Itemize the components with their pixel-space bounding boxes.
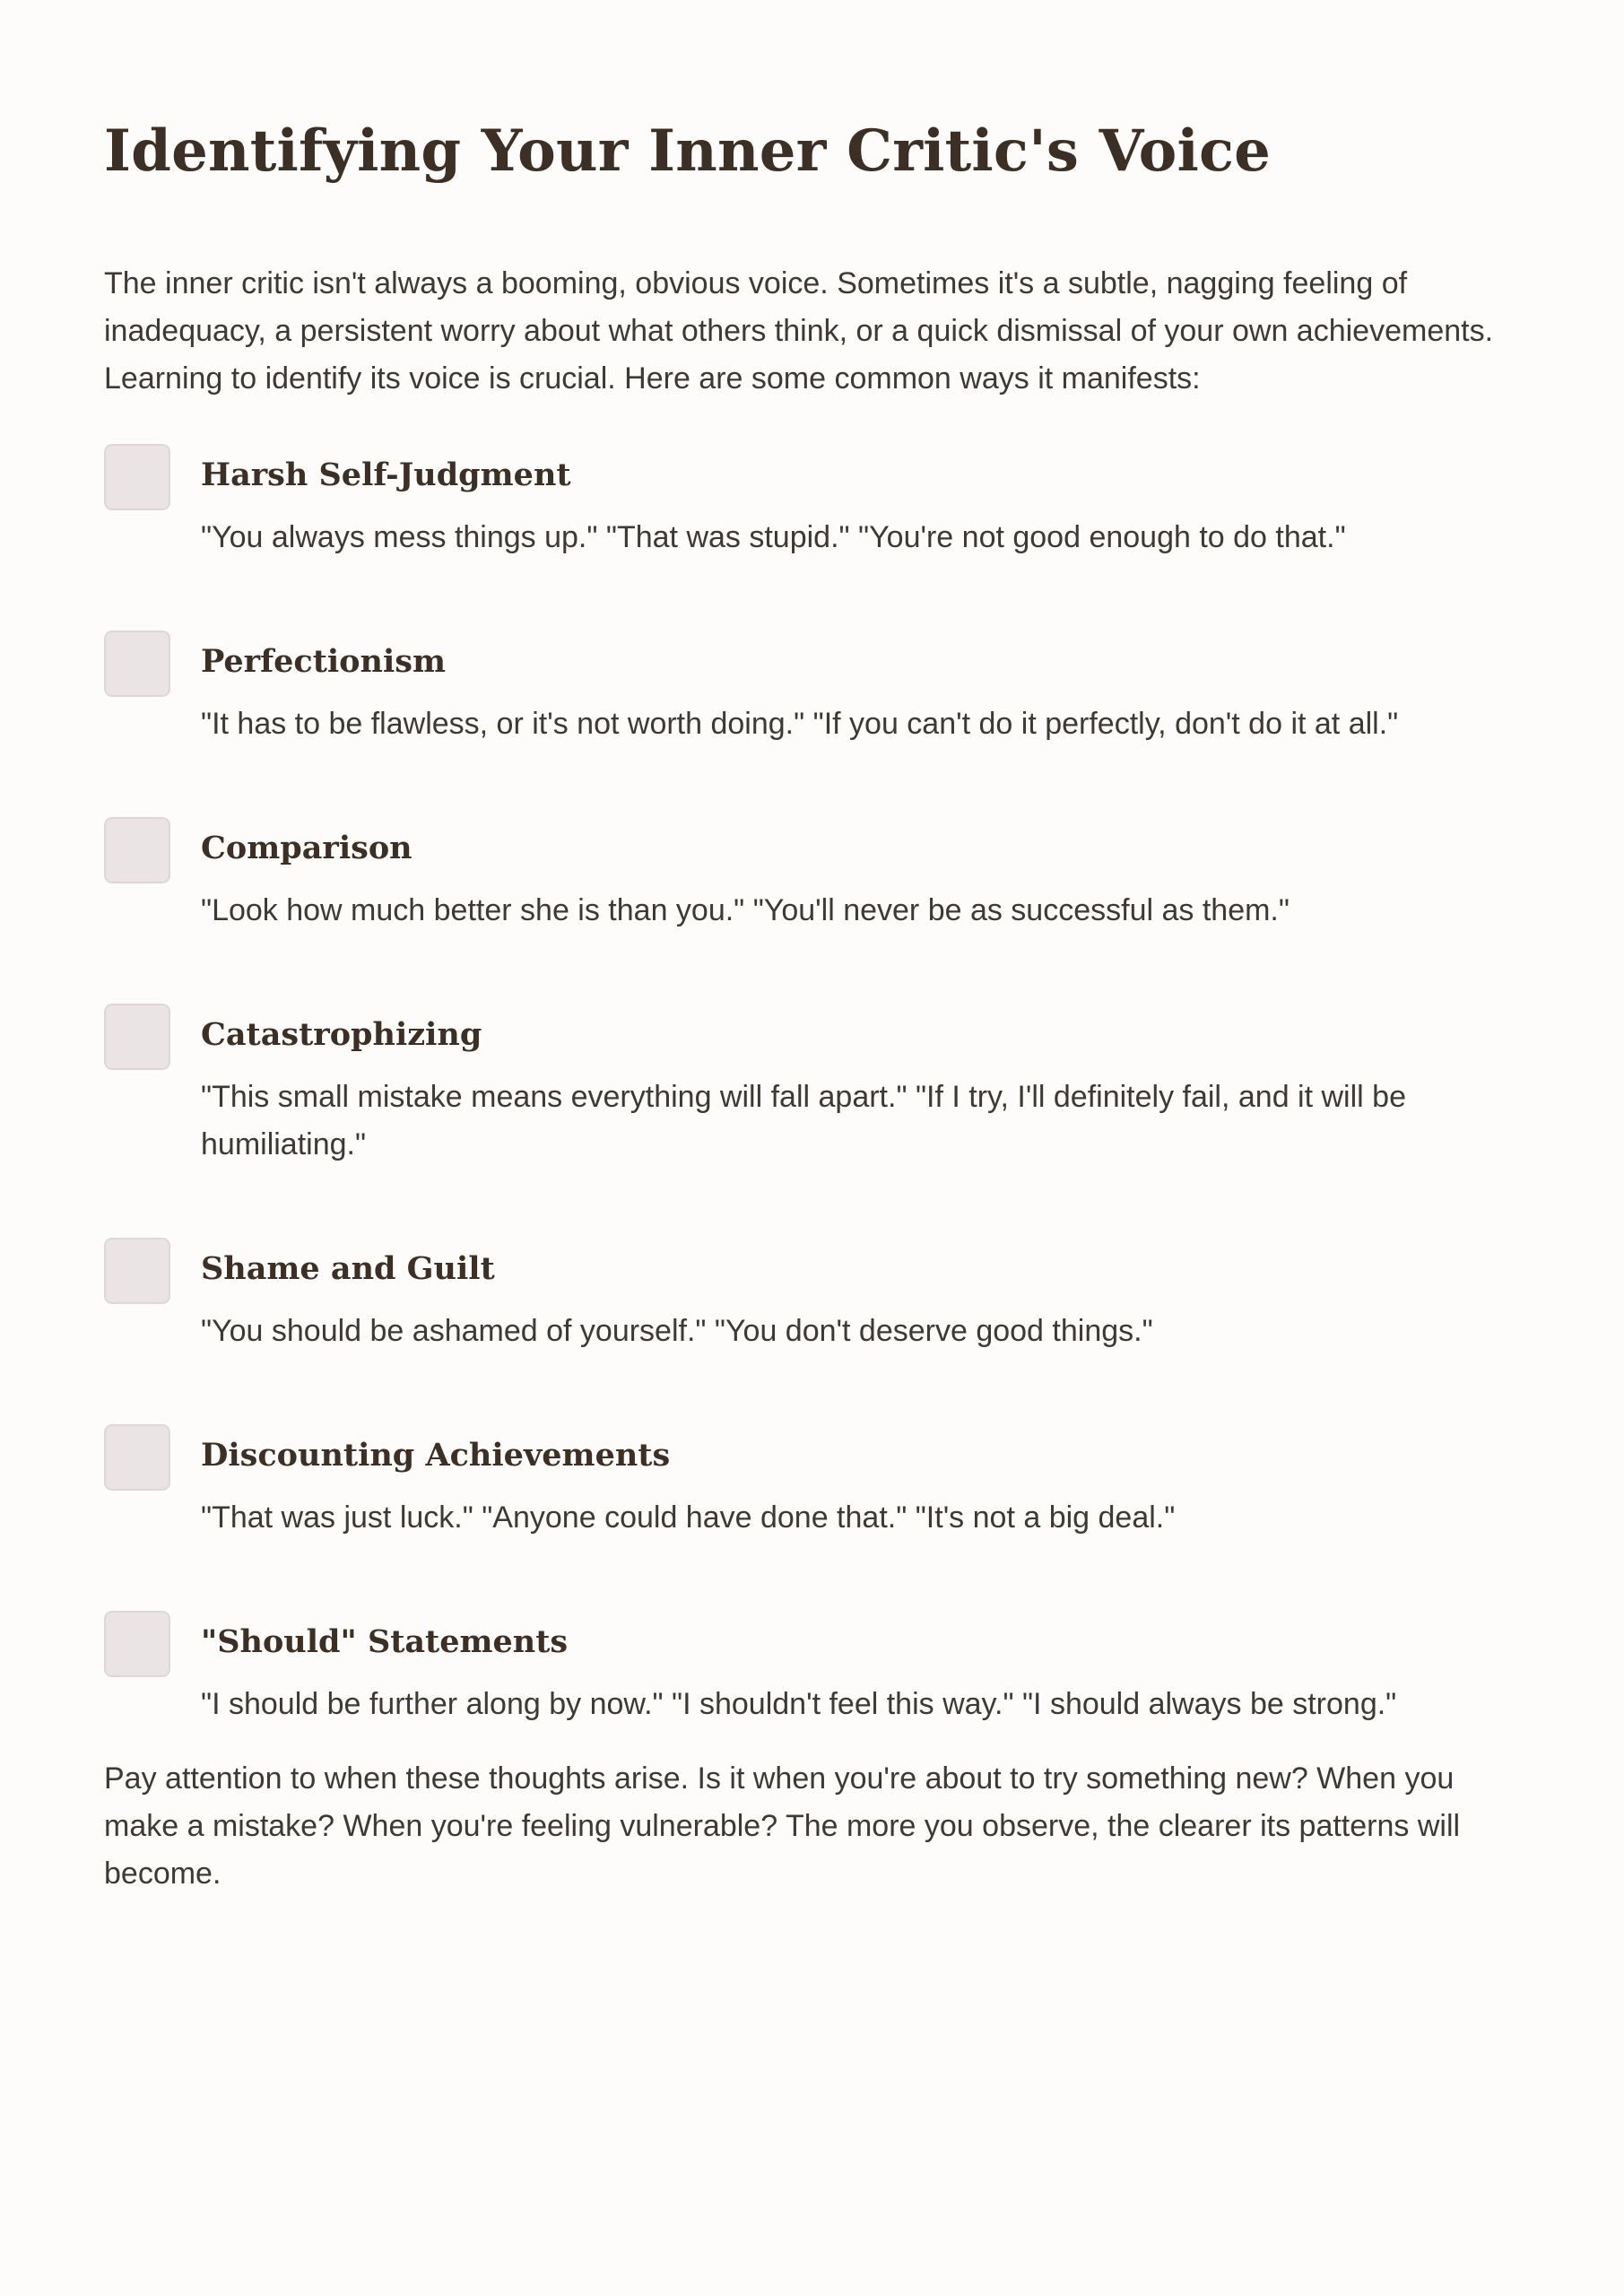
checklist-item-title: Comparison (201, 830, 413, 866)
checklist-item-title: Shame and Guilt (201, 1250, 495, 1287)
checkbox[interactable] (104, 1424, 170, 1491)
checklist-item (104, 1229, 1503, 1355)
checklist-item (104, 622, 1503, 748)
checklist-item (104, 1602, 1503, 1728)
checklist-item-text: "That was just luck." "Anyone could have done that." "It's not a big deal." (201, 1500, 1176, 1535)
checklist-item-title: "Should" Statements (201, 1623, 569, 1660)
outro-paragraph: Pay attention to when these thoughts arise. Is it when you're about to try something new? When you make a mistake? When you're feeling vulnerable? The more you observe, the clearer its patterns will become. (104, 1761, 1461, 1891)
page-title: Identifying Your Inner Critic's Voice (104, 117, 1272, 185)
checklist-item (104, 808, 1503, 935)
document-page (104, 0, 1503, 1898)
checklist-item-text: "You should be ashamed of yourself." "You don't deserve good things." (201, 1314, 1153, 1348)
checkbox[interactable] (104, 1611, 170, 1677)
intro-paragraph: The inner critic isn't always a booming, obvious voice. Sometimes it's a subtle, nagging feeling of inadequacy, a persistent worry about what others think, or a quick dismissal of your own achievements. Learning to identify its voice is crucial. Here are some common ways it manifests: (104, 266, 1494, 396)
checklist-item-text: "This small mistake means everything will fall apart." "If I try, I'll definitely fail, and it will be humiliating." (201, 1080, 1406, 1161)
checklist-item-title: Perfectionism (201, 643, 447, 680)
checklist-item (104, 1415, 1503, 1542)
checkbox[interactable] (104, 817, 170, 883)
checklist-item-title: Discounting Achievements (201, 1437, 671, 1474)
checklist-item-text: "You always mess things up." "That was stupid." "You're not good enough to do that." (201, 520, 1346, 554)
checklist-item-text: "Look how much better she is than you." "You'll never be as successful as them." (201, 893, 1290, 927)
checklist-item-text: "I should be further along by now." "I shouldn't feel this way." "I should always be strong." (201, 1687, 1397, 1721)
checkbox[interactable] (104, 1238, 170, 1304)
checkbox[interactable] (104, 1004, 170, 1070)
checklist-item-text: "It has to be flawless, or it's not worth doing." "If you can't do it perfectly, don't do it at all." (201, 707, 1399, 741)
checklist-item-title: Catastrophizing (201, 1016, 482, 1053)
checklist-item (104, 435, 1503, 561)
checklist (104, 435, 1503, 1728)
checkbox[interactable] (104, 631, 170, 697)
checklist-item-title: Harsh Self-Judgment (201, 457, 571, 493)
checklist-item (104, 995, 1503, 1169)
checkbox[interactable] (104, 444, 170, 510)
